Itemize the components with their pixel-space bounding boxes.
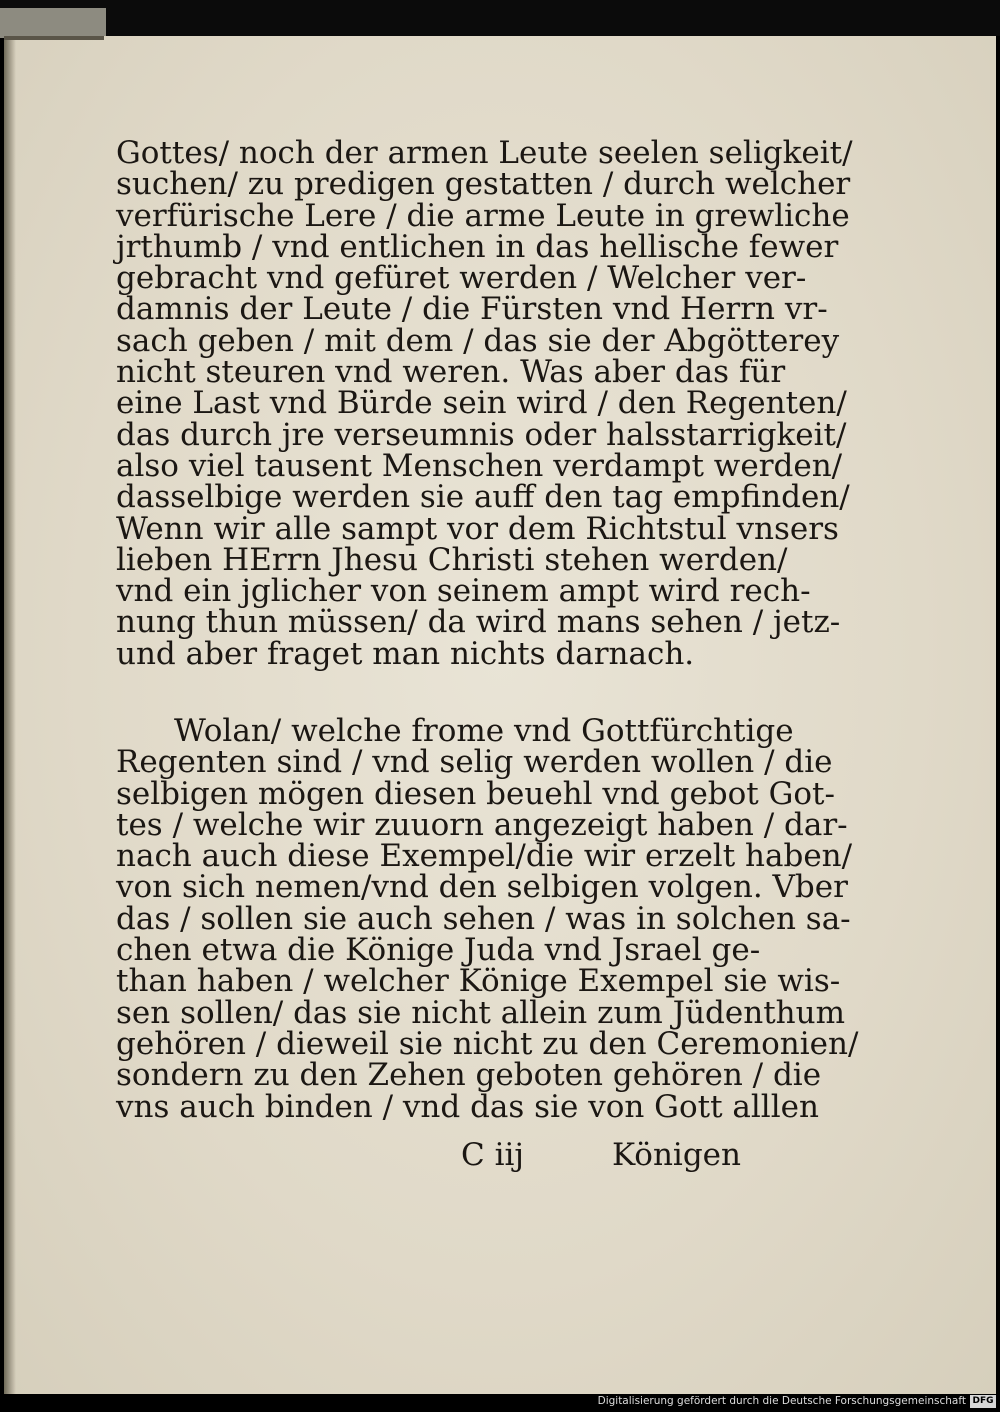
text-line: dasselbige werden sie auff den tag empfinden/ [116,479,850,516]
signature-mark: C iij [461,1137,525,1173]
text-line: von sich nemen/vnd den selbigen volgen. Vber [116,869,848,906]
text-line: lieben HErrn Jhesu Christi stehen werden/ [116,541,788,578]
text-line: und aber fraget man nichts darnach. [116,635,695,672]
text-line: than haben / welcher Könige Exempel sie wis- [116,963,841,1000]
text-line: nicht steuren vnd weren. Was aber das für [116,354,786,391]
text-line: selbigen mögen diesen beuehl vnd gebot Got- [116,775,835,812]
text-line: nach auch diese Exempel/die wir erzelt haben/ [116,838,853,875]
text-line: jrthumb / vnd entlichen in das hellische fewer [116,228,839,265]
text-line: tes / welche wir zuuorn angezeigt haben / dar- [116,806,848,843]
text-line: Wenn wir alle sampt vor dem Richtstul vnsers [116,510,839,547]
paragraph-2 [116,713,859,1125]
text-line: Gottes/ noch der armen Leute seelen seligkeit/ [116,135,853,171]
text-line: damnis der Leute / die Fürsten vnd Herrn vr- [116,291,828,328]
text-line: eine Last vnd Bürde sein wird / den Regenten/ [116,385,847,422]
paragraph-1 [116,135,853,672]
text-line: das durch jre verseumnis oder halsstarrigkeit/ [116,416,847,453]
text-line: sen sollen/ das sie nicht allein zum Jüdenthum [116,994,845,1031]
text-line: suchen/ zu predigen gestatten / durch welcher [116,166,851,203]
catchword: Königen [611,1137,741,1173]
text-line: vnd ein jglicher von seinem ampt wird rech- [116,573,811,610]
scan-top-strip [0,0,1000,36]
text-line: chen etwa die Könige Juda vnd Jsrael ge- [116,932,761,969]
text-line: vns auch binden / vnd das sie von Gott alllen [116,1088,819,1125]
scan-color-tab [0,8,106,38]
text-line: das / sollen sie auch sehen / was in solchen sa- [116,900,851,937]
text-line: verfürische Lere / die arme Leute in grewliche [116,197,850,234]
page-footer-line [116,1137,741,1173]
text-line: Wolan/ welche frome vnd Gottfürchtige [174,713,794,749]
page-corner-mark [4,36,104,40]
digitization-credit: Digitalisierung gefördert durch die Deutsche Forschungsgemeinschaft [597,1395,966,1407]
text-line: gebracht vnd gefüret werden / Welcher ver- [116,260,807,297]
text-line: sach geben / mit dem / das sie der Abgötterey [116,322,840,359]
page-gutter-shadow [4,36,16,1394]
text-line: also viel tausent Menschen verdampt werden/ [116,447,843,484]
text-line: gehören / dieweil sie nicht zu den Ceremonien/ [116,1025,859,1062]
text-line: nung thun müssen/ da wird mans sehen / jetz- [116,604,841,641]
dfg-logo: DFG [970,1395,996,1408]
text-line: Regenten sind / vnd selig werden wollen / die [116,744,833,781]
text-line: sondern zu den Zehen geboten gehören / die [116,1057,822,1094]
